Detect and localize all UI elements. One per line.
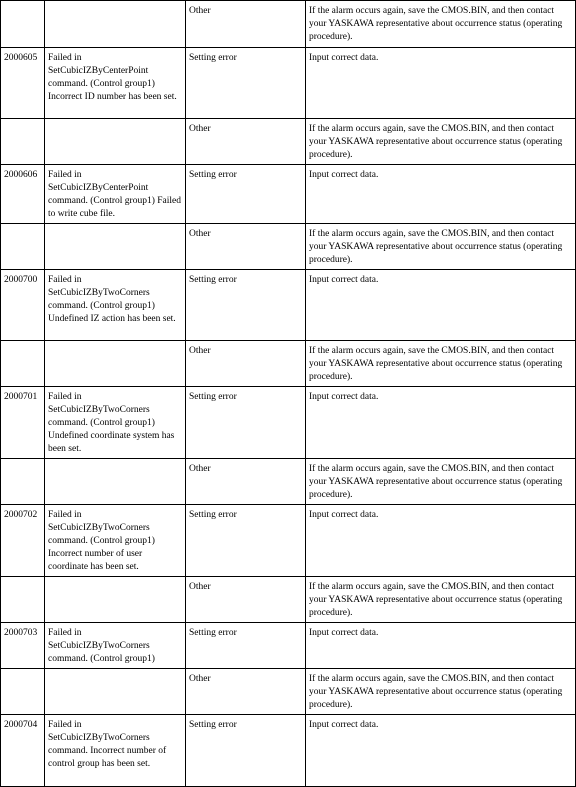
alarm-code-cell: 2000702 [1, 505, 45, 577]
cause-cell: Other [186, 119, 306, 165]
alarm-code-cell [1, 577, 45, 623]
alarm-table-body [1, 1, 576, 787]
alarm-description-cell [45, 119, 186, 165]
remedy-cell: Input correct data. [306, 715, 576, 787]
remedy-cell: Input correct data. [306, 505, 576, 577]
alarm-description-cell [45, 1, 186, 48]
alarm-description-cell [45, 577, 186, 623]
cause-cell: Setting error [186, 165, 306, 224]
table-row [1, 341, 576, 387]
cause-cell: Setting error [186, 387, 306, 459]
alarm-description-cell: Failed in SetCubicIZByTwoCorners command. (Control group1) Incorrect number of user coordinate has been set. [45, 505, 186, 577]
table-row [1, 387, 576, 459]
remedy-cell: Input correct data. [306, 48, 576, 119]
alarm-code-cell [1, 341, 45, 387]
table-row [1, 577, 576, 623]
alarm-description-cell: Failed in SetCubicIZByCenterPoint command. (Control group1) Incorrect ID number has been set. [45, 48, 186, 119]
cause-cell: Other [186, 459, 306, 505]
table-row [1, 623, 576, 669]
alarm-description-cell [45, 459, 186, 505]
cause-cell: Setting error [186, 270, 306, 341]
remedy-cell: If the alarm occurs again, save the CMOS.BIN, and then contact your YASKAWA representative about occurrence status (operating procedure). [306, 1, 576, 48]
alarm-code-cell: 2000703 [1, 623, 45, 669]
alarm-description-cell: Failed in SetCubicIZByTwoCorners command. (Control group1) Undefined IZ action has been set. [45, 270, 186, 341]
alarm-description-cell: Failed in SetCubicIZByTwoCorners command. (Control group1) [45, 623, 186, 669]
remedy-cell: If the alarm occurs again, save the CMOS.BIN, and then contact your YASKAWA representative about occurrence status (operating procedure). [306, 459, 576, 505]
alarm-code-cell: 2000700 [1, 270, 45, 341]
table-row [1, 48, 576, 119]
remedy-cell: Input correct data. [306, 387, 576, 459]
table-row [1, 505, 576, 577]
alarm-code-cell: 2000606 [1, 165, 45, 224]
cause-cell: Setting error [186, 505, 306, 577]
table-row [1, 669, 576, 715]
table-row [1, 119, 576, 165]
remedy-cell: If the alarm occurs again, save the CMOS.BIN, and then contact your YASKAWA representative about occurrence status (operating procedure). [306, 577, 576, 623]
table-row [1, 1, 576, 48]
alarm-code-cell: 2000605 [1, 48, 45, 119]
cause-cell: Setting error [186, 48, 306, 119]
remedy-cell: Input correct data. [306, 270, 576, 341]
cause-cell: Setting error [186, 623, 306, 669]
remedy-cell: If the alarm occurs again, save the CMOS.BIN, and then contact your YASKAWA representative about occurrence status (operating procedure). [306, 119, 576, 165]
remedy-cell: If the alarm occurs again, save the CMOS.BIN, and then contact your YASKAWA representative about occurrence status (operating procedure). [306, 341, 576, 387]
cause-cell: Other [186, 224, 306, 270]
cause-cell: Setting error [186, 715, 306, 787]
alarm-code-cell [1, 459, 45, 505]
cause-cell: Other [186, 1, 306, 48]
alarm-description-cell: Failed in SetCubicIZByTwoCorners command. (Control group1) Undefined coordinate system has been set. [45, 387, 186, 459]
alarm-description-cell: Failed in SetCubicIZByCenterPoint command. (Control group1) Failed to write cube file. [45, 165, 186, 224]
alarm-description-cell: Failed in SetCubicIZByTwoCorners command. Incorrect number of control group has been set. [45, 715, 186, 787]
remedy-cell: If the alarm occurs again, save the CMOS.BIN, and then contact your YASKAWA representative about occurrence status (operating procedure). [306, 669, 576, 715]
alarm-code-cell [1, 224, 45, 270]
alarm-description-cell [45, 669, 186, 715]
table-row [1, 270, 576, 341]
cause-cell: Other [186, 341, 306, 387]
alarm-code-cell: 2000701 [1, 387, 45, 459]
table-row [1, 224, 576, 270]
table-row [1, 715, 576, 787]
alarm-code-cell [1, 1, 45, 48]
table-row [1, 459, 576, 505]
table-row [1, 165, 576, 224]
cause-cell: Other [186, 669, 306, 715]
alarm-code-cell [1, 669, 45, 715]
alarm-code-cell: 2000704 [1, 715, 45, 787]
alarm-description-cell [45, 341, 186, 387]
remedy-cell: If the alarm occurs again, save the CMOS.BIN, and then contact your YASKAWA representative about occurrence status (operating procedure). [306, 224, 576, 270]
remedy-cell: Input correct data. [306, 623, 576, 669]
alarm-code-cell [1, 119, 45, 165]
alarm-description-cell [45, 224, 186, 270]
remedy-cell: Input correct data. [306, 165, 576, 224]
cause-cell: Other [186, 577, 306, 623]
